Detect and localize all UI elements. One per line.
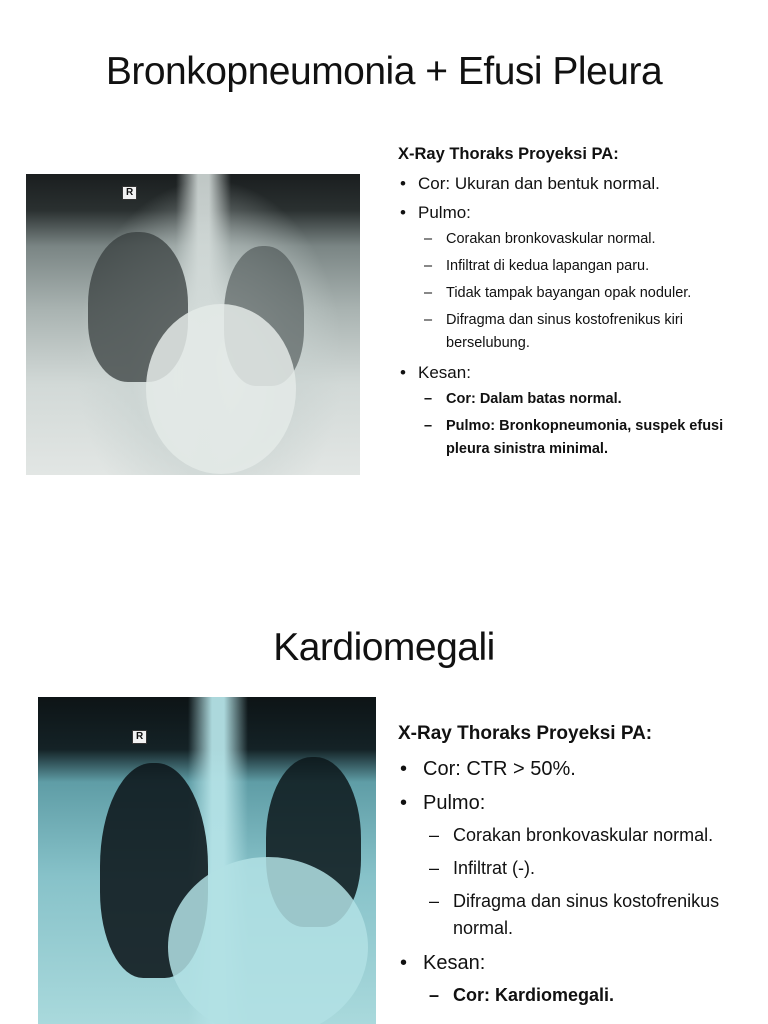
findings-list bbox=[398, 173, 758, 461]
xray-side-marker: R bbox=[122, 186, 137, 200]
dash-icon: – bbox=[424, 312, 433, 328]
dash-icon: – bbox=[424, 391, 433, 407]
finding-kesan bbox=[398, 950, 758, 1009]
bullet-icon: • bbox=[400, 174, 406, 193]
bullet-icon: • bbox=[400, 363, 406, 382]
dash-icon: – bbox=[424, 285, 433, 301]
dash-icon: – bbox=[424, 231, 433, 247]
sub-finding-text: Tidak tampak bayangan opak noduler. bbox=[446, 285, 692, 301]
sub-finding-text: Corakan bronkovaskular normal. bbox=[453, 825, 714, 845]
chest-xray-image bbox=[26, 174, 360, 475]
kesan-sublist bbox=[423, 982, 758, 1009]
bullet-icon: • bbox=[400, 203, 406, 222]
finding-text: Cor: CTR > 50%. bbox=[423, 758, 576, 780]
bullet-icon: • bbox=[400, 792, 408, 814]
finding-text: Cor: Ukuran dan bentuk normal. bbox=[418, 174, 660, 193]
findings-heading: X-Ray Thoraks Proyeksi PA: bbox=[398, 723, 653, 744]
sub-finding bbox=[423, 888, 758, 942]
finding-label: Pulmo: bbox=[418, 203, 471, 222]
pulmo-sublist bbox=[418, 228, 758, 355]
findings-panel bbox=[398, 720, 758, 1009]
kesan-sublist bbox=[418, 388, 758, 461]
xray-side-marker: R bbox=[132, 730, 147, 744]
finding-label: Kesan: bbox=[423, 952, 486, 974]
bullet-icon: • bbox=[400, 758, 408, 780]
conclusion-text: Cor: Dalam batas normal. bbox=[446, 391, 622, 407]
sub-finding bbox=[423, 855, 758, 882]
sub-finding bbox=[423, 822, 758, 849]
dash-icon: – bbox=[429, 985, 440, 1005]
conclusion-item bbox=[423, 982, 758, 1009]
sub-finding bbox=[418, 228, 758, 251]
sub-finding-text: Infiltrat (-). bbox=[453, 858, 536, 878]
slide-title: Kardiomegali bbox=[273, 626, 495, 669]
xray-heart-shadow bbox=[146, 304, 296, 474]
finding-cor bbox=[398, 173, 758, 195]
dash-icon: – bbox=[429, 825, 440, 845]
findings-heading: X-Ray Thoraks Proyeksi PA: bbox=[398, 145, 619, 163]
xray-heart-shadow bbox=[168, 857, 368, 1024]
sub-finding bbox=[418, 309, 758, 355]
sub-finding-text: Difragma dan sinus kostofrenikus normal. bbox=[453, 891, 720, 938]
dash-icon: – bbox=[424, 258, 433, 274]
sub-finding bbox=[418, 282, 758, 305]
conclusion-text: Cor: Kardiomegali. bbox=[453, 985, 615, 1005]
chest-xray-image bbox=[38, 697, 376, 1024]
finding-kesan bbox=[398, 362, 758, 461]
finding-label: Kesan: bbox=[418, 363, 471, 382]
conclusion-item bbox=[418, 415, 758, 461]
dash-icon: – bbox=[429, 858, 440, 878]
sub-finding-text: Difragma dan sinus kostofrenikus kiri berselubung. bbox=[446, 312, 683, 351]
conclusion-item bbox=[418, 388, 758, 411]
pulmo-sublist bbox=[423, 822, 758, 942]
conclusion-text: Pulmo: Bronkopneumonia, suspek efusi pleura sinistra minimal. bbox=[446, 418, 724, 457]
findings-list bbox=[398, 756, 758, 1009]
dash-icon: – bbox=[429, 891, 440, 911]
sub-finding-text: Corakan bronkovaskular normal. bbox=[446, 231, 656, 247]
finding-pulmo bbox=[398, 202, 758, 355]
bullet-icon: • bbox=[400, 952, 408, 974]
slide-kardiomegali bbox=[0, 520, 768, 1024]
finding-label: Pulmo: bbox=[423, 792, 486, 814]
finding-pulmo bbox=[398, 790, 758, 942]
finding-cor bbox=[398, 756, 758, 782]
sub-finding bbox=[418, 255, 758, 278]
findings-panel bbox=[398, 142, 758, 461]
slide-title: Bronkopneumonia + Efusi Pleura bbox=[105, 50, 663, 93]
dash-icon: – bbox=[424, 418, 433, 434]
sub-finding-text: Infiltrat di kedua lapangan paru. bbox=[446, 258, 650, 274]
